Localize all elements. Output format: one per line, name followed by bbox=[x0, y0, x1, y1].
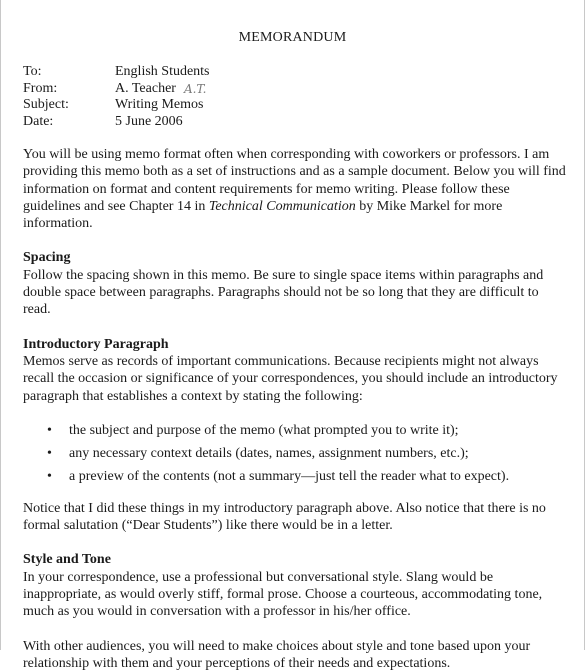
date-label: Date: bbox=[23, 113, 54, 129]
date-value: 5 June 2006 bbox=[115, 113, 183, 129]
spacing-heading: Spacing bbox=[23, 250, 71, 266]
memo-header bbox=[23, 64, 210, 130]
intro-text-end: by Mike Markel for more information. bbox=[23, 198, 503, 232]
subject-label: Subject: bbox=[23, 97, 69, 112]
to-label: To: bbox=[23, 64, 42, 79]
spacing-text: Follow the spacing shown in this memo. Be sure to single space items within paragraphs and double space between paragraphs. Paragraphs should not be so long that they are difficult to read. bbox=[23, 267, 544, 318]
spacing-section bbox=[23, 249, 568, 318]
list-item: • a preview of the contents (not a summary—just tell the reader what to expect). bbox=[47, 469, 510, 485]
from-value: A. Teacher bbox=[115, 80, 176, 96]
from-label: From: bbox=[23, 80, 58, 96]
memo-title: MEMORANDUM bbox=[238, 30, 347, 45]
introductory-section bbox=[23, 336, 568, 535]
list-item: • the subject and purpose of the memo (what prompted you to write it); bbox=[47, 422, 459, 438]
from-initials-signature: A.T. bbox=[183, 81, 207, 96]
date-row bbox=[23, 114, 210, 131]
list-item: • any necessary context details (dates, names, assignment numbers, etc.); bbox=[47, 446, 469, 462]
notice-paragraph: Notice that I did these things in my introductory paragraph above. Also notice that there is no formal salutation (“Dear Students”) like there would be in a letter. bbox=[23, 500, 546, 534]
to-row bbox=[23, 64, 210, 81]
intro-paragraph bbox=[23, 146, 568, 232]
book-title: Technical Communication bbox=[208, 198, 356, 214]
style-heading: Style and Tone bbox=[23, 552, 111, 568]
bullet-icon: • bbox=[47, 446, 52, 462]
introductory-text: Memos serve as records of important communications. Because recipients might not always recall the occasion or significance of your correspondences, you should include an introductory paragraph that establishes a context by stating the following: bbox=[23, 353, 558, 404]
style-text-2: With other audiences, you will need to make choices about style and tone based upon your relationship with them and your perceptions of their needs and expectations. bbox=[23, 638, 531, 671]
bullet-list bbox=[23, 422, 568, 486]
style-text: In your correspondence, use a professional but conversational style. Slang would be inappropriate, as would overly stiff, formal prose. Choose a courteous, accommodating tone, much as you would in conversation with a professor in his/her office. bbox=[23, 569, 543, 620]
bullet-icon: • bbox=[47, 469, 52, 485]
bullet-icon: • bbox=[47, 422, 52, 438]
memo-body bbox=[23, 146, 568, 672]
from-row bbox=[23, 81, 210, 98]
introductory-heading: Introductory Paragraph bbox=[23, 336, 169, 352]
style-section bbox=[23, 551, 568, 620]
subject-row bbox=[23, 97, 210, 114]
subject-value: Writing Memos bbox=[115, 97, 204, 112]
intro-text: You will be using memo format often when corresponding with coworkers or professors. I am providing this memo both as a set of instructions and as a sample document. Below you will find information on format and content requirements for memo writing. Please follow these guidelines and see Chapter 14 in bbox=[23, 147, 566, 214]
to-value: English Students bbox=[115, 64, 210, 79]
